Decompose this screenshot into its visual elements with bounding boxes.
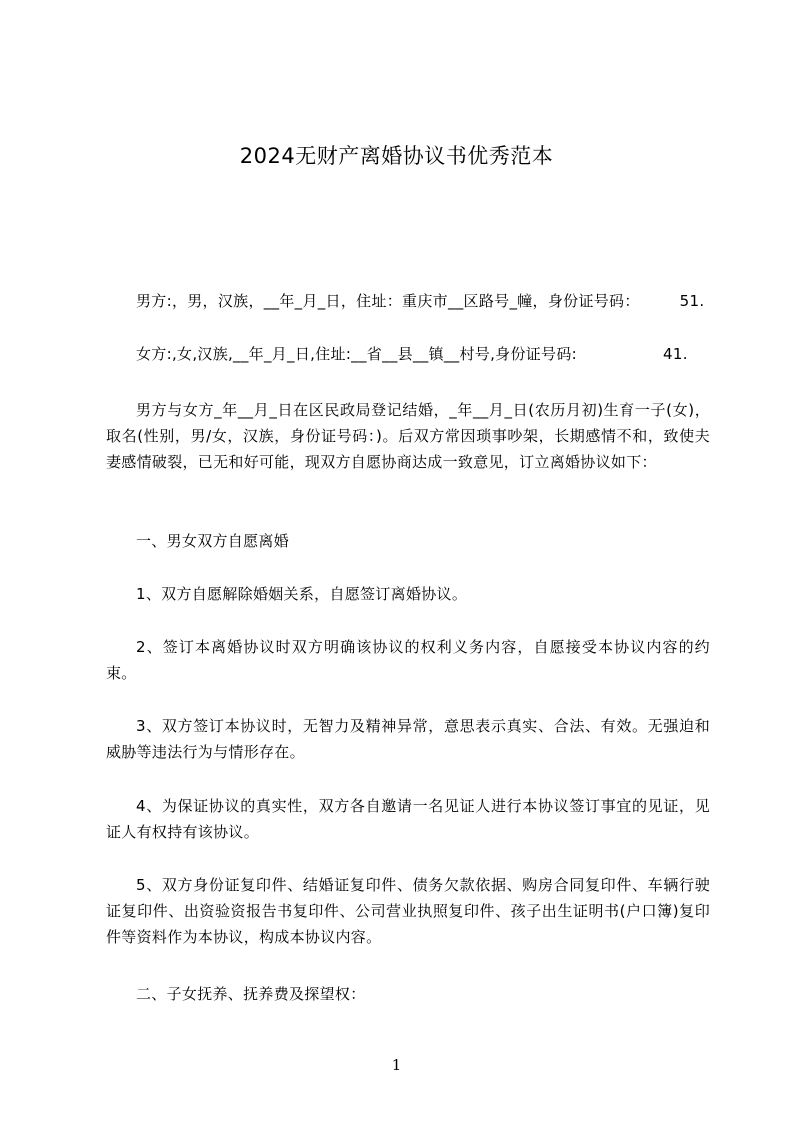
clause-5: 5、双方身份证复印件、结婚证复印件、债务欠款依据、购房合同复印件、车辆行驶证复印件、出资验资报告书复印件、公司营业执照复印件、孩子出生证明书(户口簿)复印件等资料作为本协议，构成本协议内容。 [106,876,710,946]
page-number: 1 [391,1056,402,1074]
female-info-text: 女方:,女,汉族,__年_月_日,住址:__省__县__镇__村号,身份证号码: [136,345,578,363]
clause-1: 1、双方自愿解除婚姻关系，自愿签订离婚协议。 [136,585,468,603]
paragraph-female-info [106,341,710,367]
female-id-number: 41. [663,345,688,363]
document-title: 2024无财产离婚协议书优秀范本 [239,144,554,168]
clause-2: 2、签订本离婚协议时双方明确该协议的权利义务内容，自愿接受本协议内容的约束。 [106,638,710,682]
clause-4: 4、为保证协议的真实性，双方各自邀请一名见证人进行本协议签订事宜的见证，见证人有权持有该协议。 [106,797,710,841]
male-info-text: 男方:，男，汉族，__年_月_日，住址：重庆市__区路号_幢，身份证号码： [136,292,640,310]
paragraph-intro: 男方与女方_年__月_日在区民政局登记结婚，_年__月_日(农历月初)生育一子(女)，取名(性别，男/女，汉族，身份证号码：)。后双方常因琐事吵架，长期感情不和，致使夫妻感情破裂，已无和好可能，现双方自愿协商达成一致意见，订立离婚协议如下： [106,401,710,471]
clause-3: 3、双方签订本协议时，无智力及精神异常，意思表示真实、合法、有效。无强迫和威胁等违法行为与情形存在。 [106,717,710,761]
section-heading-2: 二、子女抚养、抚养费及探望权： [136,985,366,1003]
paragraph-male-info [106,288,710,314]
male-id-number: 51. [679,292,705,310]
section-heading-1: 一、男女双方自愿离婚 [136,532,290,550]
